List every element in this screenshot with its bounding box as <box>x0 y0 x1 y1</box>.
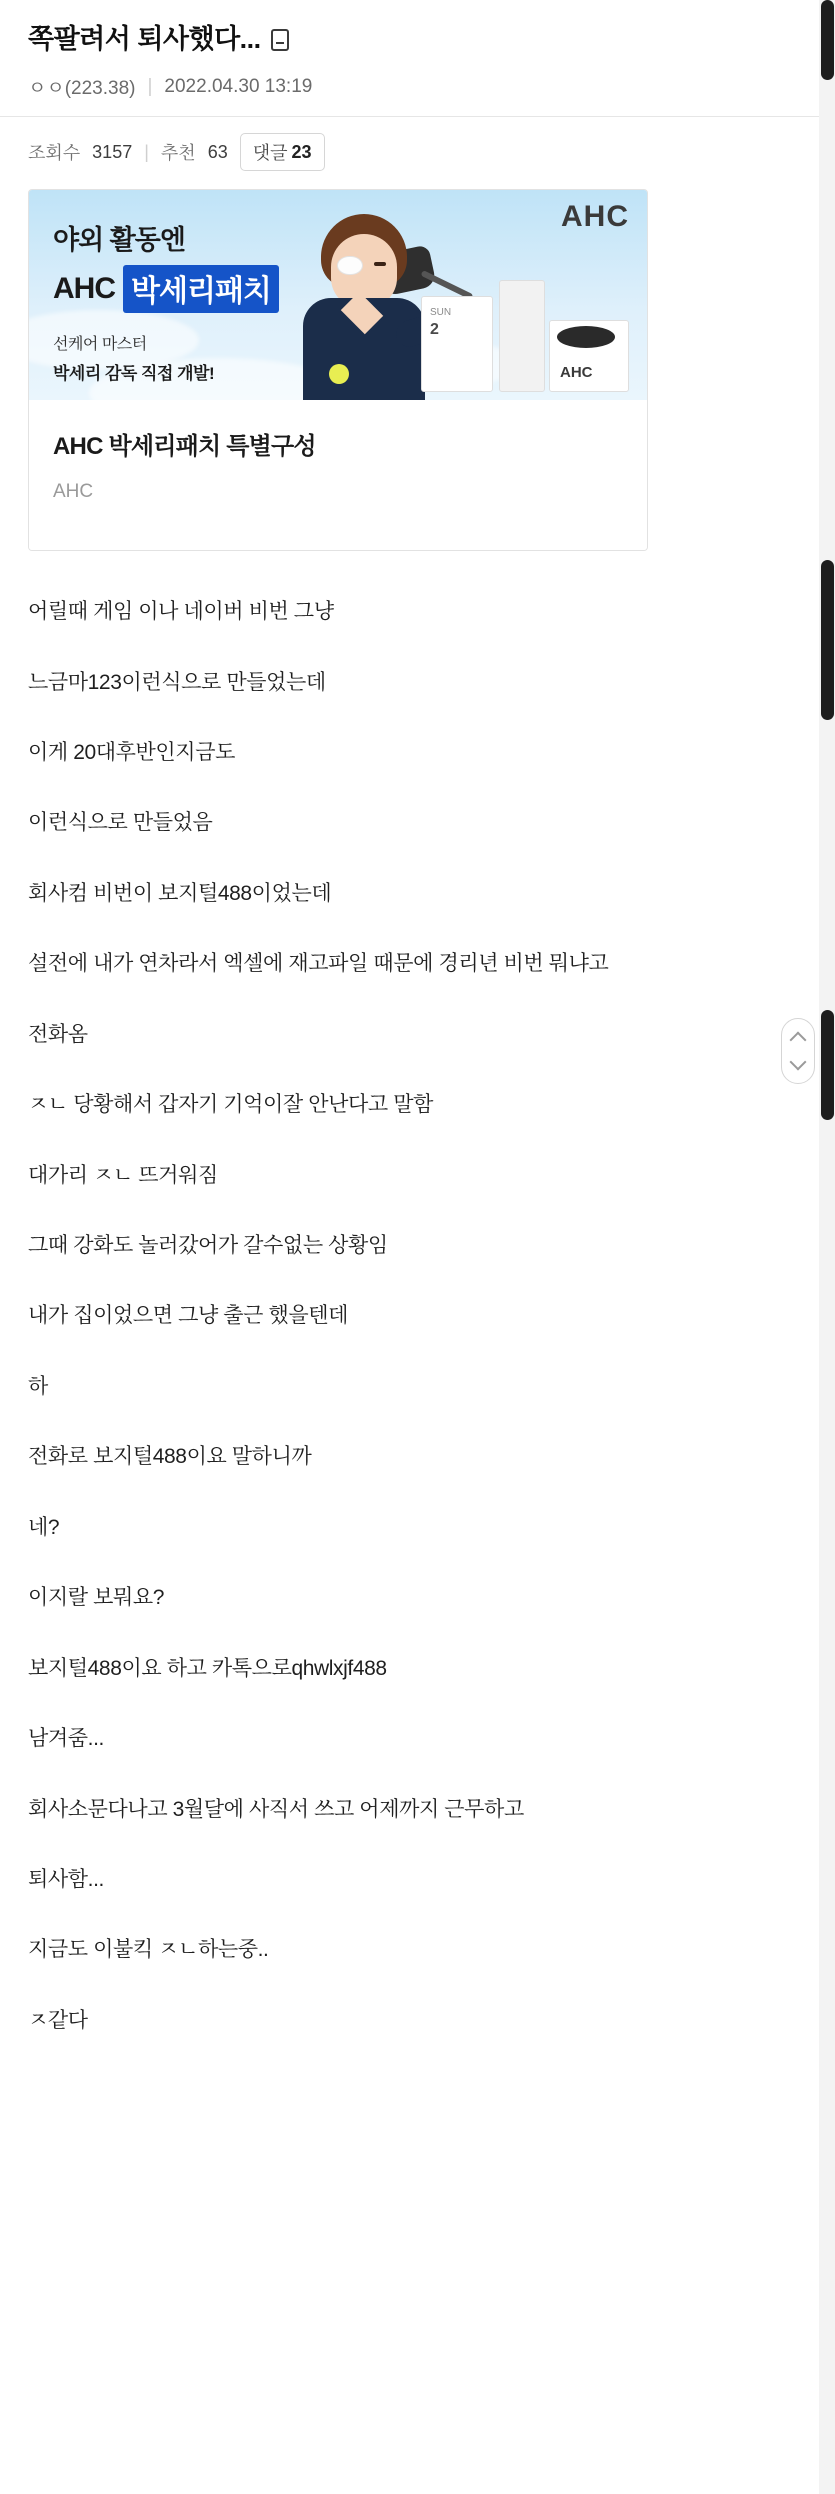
post-paragraph: 이런식으로 만들었음 <box>28 811 213 835</box>
scrollbar-thumb[interactable] <box>821 560 834 720</box>
ad-subcopy-1: 선케어 마스터 <box>53 336 147 354</box>
post-paragraph: 퇴사함... <box>28 1867 104 1891</box>
model-eye-shape <box>374 262 386 266</box>
ad-headline-1: 야외 활동엔 <box>53 225 185 256</box>
post-title-row <box>28 22 807 57</box>
comments-count: 23 <box>291 141 312 162</box>
likes-value: 63 <box>207 141 228 162</box>
product-group <box>421 262 631 392</box>
ad-brand-text: AHC <box>53 272 115 306</box>
page-title: 쪽팔려서 퇴사했다... <box>28 24 261 54</box>
comments-label: 댓글 <box>252 143 288 164</box>
post-paragraph: 어릴때 게임 이나 네이버 비번 그냥 <box>28 600 334 624</box>
ahc-logo: AHC <box>561 200 629 234</box>
ad-title[interactable]: AHC 박세리패치 특별구성 <box>53 433 316 461</box>
ad-advertiser: AHC <box>53 481 94 503</box>
ad-headline-2 <box>53 265 279 313</box>
scroll-navigation-button[interactable] <box>781 1018 815 1084</box>
post-paragraph: 대가리 ㅈㄴ 뜨거워짐 <box>28 1163 218 1187</box>
ad-subcopy-2: 박세리 감독 직접 개발! <box>53 364 215 384</box>
post-paragraph: 하 <box>28 1374 48 1398</box>
scrollbar-track[interactable] <box>819 0 835 2494</box>
post-paragraph: 보지털488이요 하고 카톡으로qhwlxjf488 <box>28 1656 387 1680</box>
views-label: 조회수 <box>28 143 81 164</box>
comments-button[interactable] <box>240 133 325 171</box>
golf-ball-shape <box>329 364 349 384</box>
product-label: SUN <box>430 307 452 319</box>
eye-patch-shape <box>337 256 363 275</box>
patch-disc-shape <box>557 326 615 348</box>
document-icon <box>271 29 289 51</box>
ad-banner-image[interactable] <box>29 190 647 400</box>
likes-label: 추천 <box>160 143 196 164</box>
post-paragraph: 회사소문다나고 3월달에 사직서 쓰고 어제까지 근무하고 <box>28 1797 524 1821</box>
post-datetime: 2022.04.30 13:19 <box>164 75 313 97</box>
post-paragraph: 그때 강화도 놀러갔어가 갈수없는 상황임 <box>28 1234 388 1258</box>
chevron-up-icon[interactable] <box>790 1032 807 1049</box>
chevron-down-icon[interactable] <box>790 1054 807 1071</box>
post-paragraph: 이게 20대후반인지금도 <box>28 740 235 764</box>
post-body <box>0 551 700 2116</box>
ad-body <box>29 400 647 550</box>
post-stats <box>0 117 835 189</box>
product-number: 2 <box>430 321 439 339</box>
advertisement-card[interactable] <box>28 189 648 551</box>
post-paragraph: 내가 집이었으면 그냥 출근 했을텐데 <box>28 1304 349 1328</box>
views-value: 3157 <box>92 141 133 162</box>
post-paragraph: 네? <box>28 1515 60 1539</box>
post-paragraph: 설전에 내가 연차라서 엑셀에 재고파일 때문에 경리년 비번 뭐냐고 <box>28 952 609 976</box>
post-header <box>0 0 835 116</box>
post-paragraph: 느금마123이런식으로 만들었는데 <box>28 670 326 694</box>
product-box-1 <box>421 296 493 392</box>
scrollbar-thumb[interactable] <box>821 1010 834 1120</box>
product-brand-text: AHC <box>560 364 593 382</box>
post-paragraph: 전화옴 <box>28 1022 88 1046</box>
post-paragraph: ㅈ같다 <box>28 2008 88 2032</box>
ad-copy-block <box>53 218 279 384</box>
post-paragraph: 지금도 이불킥 ㅈㄴ하는중.. <box>28 1938 269 1962</box>
scrollbar-thumb[interactable] <box>821 0 834 80</box>
post-paragraph: 전화로 보지털488이요 말하니까 <box>28 1445 312 1469</box>
stats-separator: | <box>144 141 149 162</box>
post-author[interactable]: ㅇㅇ(223.38) <box>28 78 136 100</box>
post-paragraph: 회사컴 비번이 보지털488이었는데 <box>28 881 332 905</box>
meta-separator: | <box>147 75 153 97</box>
ad-product-highlight: 박세리패치 <box>123 265 279 313</box>
post-meta <box>28 73 807 100</box>
post-paragraph: ㅈㄴ 당황해서 갑자기 기억이잘 안난다고 말함 <box>28 1093 434 1117</box>
post-paragraph: 남겨줌... <box>28 1727 104 1751</box>
post-paragraph: 이지랄 보뭐요? <box>28 1586 165 1610</box>
product-box-2 <box>499 280 545 392</box>
